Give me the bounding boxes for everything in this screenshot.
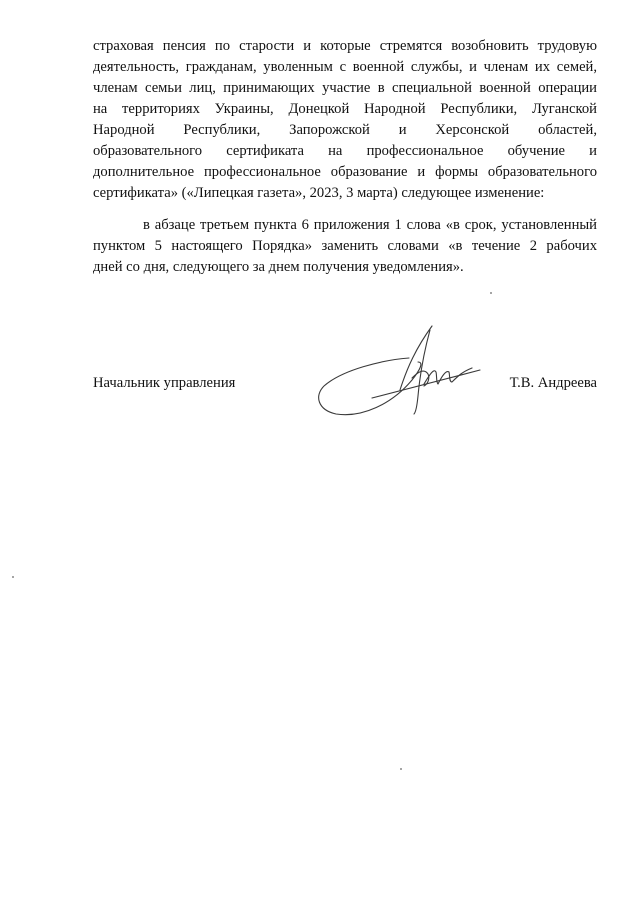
text-line: дней со дня, следующего за днем получения уведомления». [93,259,464,275]
text-line: на территориях Украины, Донецкой Народной Республики, Луганской [93,101,597,117]
signatory-title: Начальник управления [93,375,236,391]
paragraph-amendment-context [93,36,597,204]
signatory-name: Т.В. Андреева [509,375,597,391]
scan-speck [490,292,492,294]
signature-block [93,375,597,397]
text-line: сертификата» («Липецкая газета», 2023, 3 марта) следующее изменение: [93,185,545,201]
text-line: деятельность, гражданам, уволенным с военной службы, и членам их семей, [93,59,597,75]
paragraph-amendment-change [93,215,597,278]
text-line: страховая пенсия по старости и которые стремятся возобновить трудовую [93,38,597,54]
handwritten-signature [312,318,492,428]
text-line: пунктом 5 настоящего Порядка» заменить словами «в течение 2 рабочих [93,238,597,254]
text-line: дополнительное профессиональное образование и формы образовательного [93,164,597,180]
scan-speck [400,768,402,770]
scan-speck [12,576,14,578]
text-line: членам семьи лиц, принимающих участие в специальной военной операции [93,80,597,96]
text-line: образовательного сертификата на профессиональное обучение и [93,143,597,159]
text-line: в абзаце третьем пункта 6 приложения 1 слова «в срок, установленный [143,217,597,233]
text-line: Народной Республики, Запорожской и Херсонской областей, [93,122,597,138]
